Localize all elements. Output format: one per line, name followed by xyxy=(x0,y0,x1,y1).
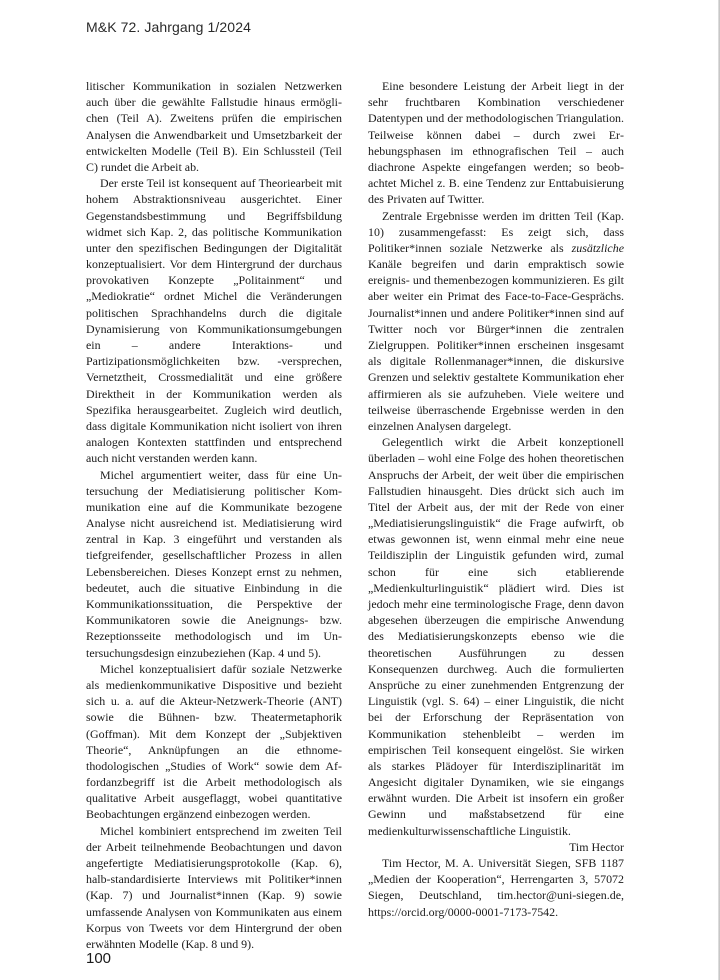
paragraph-text: Kanäle begreifen und darin empraktisch sowie ereignis- und themenbezogen kommunizieren. Es gilt aber weiter ein Primat des Face-to-Face-Gesprächs. Journalist*innen und andere Politiker*innen sind auf Twitter noch vor Bürger*innen die zentralen Zielgruppen. Politiker*innen erscheinen insgesamt als digitale Rollenmanager*innen, die diskursive Grenzen und selektiv gestaltete Kommunikation eher affirmieren als sie aufzuheben. Viele weitere und teilweise überraschende Ergebnisse werden in den einzelnen Analysen dargelegt. xyxy=(368,257,624,433)
body-paragraph xyxy=(368,208,624,435)
body-paragraph: Der erste Teil ist konsequent auf Theoriearbeit mit hohem Abstraktionsniveau ausgerichtet. Einer Gegenstandsbestimmung und Begriffsbildung widmet sich Kap. 2, das politische Kommunikation unter den spezifischen Bedingungen der Digitalität konzeptualisiert. Vor dem Hintergrund der durchaus provokativen Konzepte „Politainment“ und „Mediokratie“ ordnet Michel die Veränderungen politischen Sprachhandelns durch die digitale Dynamisierung von Kommunikationsumgebungen ein – andere Interaktions- und Partizipationsmöglichkeiten bzw. -versprechen, Vernetztheit, Crossmedialität und eine größere Direktheit in der Kommunikation werden als Spezifika herausgearbeitet. Zugleich wird deutlich, dass digitale Kommunikation nicht isoliert von ihren analogen Kontexten stattfinden und entsprechend auch nicht verstanden werden kann. xyxy=(86,176,342,466)
body-paragraph: Gelegentlich wirkt die Arbeit konzeptionell überladen – wohl eine Folge des hohen theoretischen Anspruchs der Arbeit, der weit über die empirischen Fallstudien hinausgeht. Dies drückt sich auch im Titel der Arbeit aus, der mit der Rede von einer „Mediatisierungslinguistik“ die Frage aufwirft, ob etwas gewonnen ist, wenn einmal mehr eine neue Teildisziplin der Linguistik gefunden wird, zumal schon für eine sich etablierende „Medienkulturlinguistik“ plädiert wird. Dies ist jedoch mehr eine terminologische Frage, denn davon abgesehen überzeugen die empirische Anwendung des Mediatisierungskonzepts ebenso wie die theoretischen Ausführungen zu dessen Konsequenzen durchweg. Auch die formulierten Ansprüche zu einer zunehmenden Entgrenzung der Linguistik (vgl. S. 64) – einer Linguistik, die nicht bei der Erforschung der Repräsentation von Kommunikation stehenbleibt – werden im empirischen Teil konsequent eingelöst. Sie wirken als starkes Plädoyer für Interdisziplinarität im Angesicht digitaler Dynamiken, wie sie eingangs erwähnt wurden. Die Arbeit ist insofern ein großer Gewinn und maßstabsetzend für eine medienkulturwissenschaftliche Linguistik. xyxy=(368,435,624,838)
author-signature: Tim Hector xyxy=(569,839,624,854)
body-paragraph: Michel konzeptualisiert dafür soziale Netzwerke als medienkommunikative Dispositive und bezieht sich u. a. auf die Akteur-Netzwerk-Theorie (ANT) sowie die Bühnen- bzw. Theatermetaphorik (Goffman). Mit dem Konzept der „Subjektiven Theorie“, Anknüpfungen an die ethnomethodologischen „Studies of Work“ sowie dem Affordanzbegriff ist die Arbeit methodologisch als qualitative Arbeit ausgeflaggt, wobei quantitative Beobachtungen ergänzend einbezogen werden. xyxy=(86,661,342,822)
author-affiliation: Tim Hector, M. A. Universität Siegen, SFB 1187 „Medien der Kooperation“, Herrengarten 3, 57072 Siegen, Deutschland, tim.hector@uni-siegen.de, https://orcid.org/0000-0001-7173-7542. xyxy=(368,856,624,919)
right-column xyxy=(368,78,624,920)
body-paragraph: Michel kombiniert entsprechend im zweiten Teil der Arbeit teilnehmende Beobachtungen und davon angefertigte Mediatisierungsprotokolle (Kap. 6), halb-standardisierte Interviews mit Politiker*innen (Kap. 7) und Journalist*innen (Kap. 9) sowie umfassende Analysen von Kommunikaten aus einem Korpus von Tweets vor dem Hintergrund der oben erwähnten Modelle (Kap. 8 und 9). xyxy=(86,823,342,951)
left-column xyxy=(86,78,342,952)
paragraph-text: Zentrale Ergebnisse werden im dritten Teil (Kap. 10) zusammengefasst: Es zeigt sich, dass Politiker*innen soziale Netzwerke als xyxy=(368,208,624,255)
body-paragraph: Michel argumentiert weiter, dass für eine Untersuchung der Mediatisierung politischer Kommunikation eine auf die Kommunikate bezogene Analyse nicht ausreichend ist. Mediatisierung wird zentral in Kap. 3 eingeführt und verstanden als tiefgreifender, gesellschaftlicher Prozess in allen Lebensbereichen. Dieses Konzept ernst zu nehmen, bedeutet, auch die situative Einbindung in die Kommunikationssituation, die Perspektive der Kommunikatoren sowie die Aneignungs- bzw. Rezeptionsseite methodologisch und im Untersuchungsdesign einzubeziehen (Kap. 4 und 5). xyxy=(86,467,342,660)
emphasized-word: zusätzliche xyxy=(571,240,624,255)
page-number: 100 xyxy=(86,950,112,967)
body-paragraph: Eine besondere Leistung der Arbeit liegt in der sehr fruchtbaren Kombination verschiedener Datentypen und der methodologischen Triangulation. Teilweise können dabei – durch zwei Erhebungsphasen im ethnografischen Teil – auch diachrone Aspekte eingefangen werden; so beobachtet Michel z. B. eine Tendenz zur Enttabuisierung des Privaten auf Twitter. xyxy=(368,79,624,207)
running-head: M&K 72. Jahrgang 1/2024 xyxy=(86,19,251,35)
body-paragraph: litischer Kommunikation in sozialen Netzwerken auch über die gewählte Fallstudie hinaus ermöglichen (Teil A). Zweitens prüfen die empirischen Analysen die Anwendbarkeit und Umsetzbarkeit der entwickelten Modelle (Teil B). Ein Schlussteil (Teil C) rundet die Arbeit ab. xyxy=(86,79,342,174)
